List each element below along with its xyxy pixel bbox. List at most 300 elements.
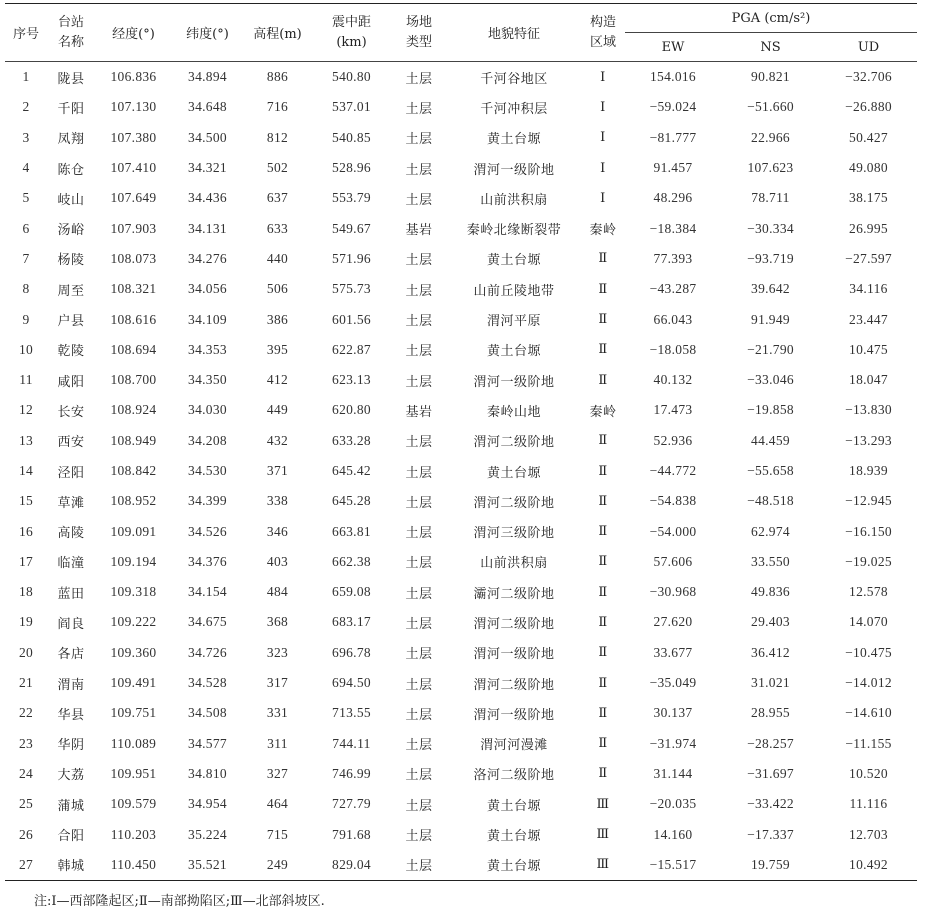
header-zone-line1: 构造 bbox=[589, 14, 616, 30]
cell-zone: Ⅱ bbox=[598, 705, 608, 721]
cell-zone: Ⅲ bbox=[596, 827, 610, 843]
cell-latitude: 34.810 bbox=[188, 765, 227, 781]
cell-no: 22 bbox=[18, 705, 34, 721]
cell-distance: 553.79 bbox=[332, 190, 371, 206]
cell-station-name: 蓝田 bbox=[57, 586, 85, 602]
header-distance-line1: 震中距 bbox=[331, 14, 371, 30]
cell-zone: Ⅱ bbox=[598, 645, 608, 661]
cell-station-name: 合阳 bbox=[57, 829, 85, 845]
cell-station-name: 陈仓 bbox=[57, 162, 85, 178]
cell-landform: 秦岭北缘断裂带 bbox=[466, 223, 562, 239]
station-pga-table bbox=[5, 3, 917, 881]
cell-no: 24 bbox=[18, 765, 34, 781]
table-row bbox=[5, 850, 917, 881]
cell-pga-ud: 49.080 bbox=[849, 160, 888, 176]
cell-pga-ew: −54.000 bbox=[649, 523, 697, 539]
cell-landform: 渭河二级阶地 bbox=[473, 616, 555, 632]
cell-landform: 秦岭山地 bbox=[486, 404, 541, 420]
cell-distance: 727.79 bbox=[332, 796, 371, 812]
cell-pga-ns: 78.711 bbox=[751, 190, 790, 206]
cell-pga-ew: 66.043 bbox=[653, 311, 693, 327]
cell-zone: Ⅱ bbox=[598, 675, 608, 691]
cell-station-name: 高陵 bbox=[57, 526, 85, 542]
cell-pga-ud: −14.610 bbox=[845, 705, 892, 721]
cell-elevation: 412 bbox=[266, 372, 289, 388]
header-ud: UD bbox=[820, 33, 917, 62]
cell-landform: 山前洪积扇 bbox=[480, 192, 548, 208]
cell-station-name: 咸阳 bbox=[57, 374, 85, 390]
cell-zone: Ⅱ bbox=[598, 614, 608, 630]
cell-distance: 791.68 bbox=[332, 826, 371, 842]
cell-longitude: 108.694 bbox=[110, 341, 157, 357]
cell-station-name: 华阴 bbox=[57, 738, 85, 754]
cell-zone: Ⅰ bbox=[600, 99, 606, 115]
cell-zone: Ⅲ bbox=[581, 850, 625, 881]
cell-pga-ew: 14.160 bbox=[653, 826, 693, 842]
cell-pga-ud: −26.880 bbox=[845, 99, 892, 115]
cell-landform: 渭河一级阶地 bbox=[473, 374, 555, 390]
table-row bbox=[5, 456, 917, 486]
cell-zone: Ⅱ bbox=[598, 554, 608, 570]
cell-pga-ud: −16.150 bbox=[845, 523, 892, 539]
cell-elevation: 506 bbox=[266, 281, 289, 297]
cell-longitude: 109.360 bbox=[110, 644, 157, 660]
cell-elevation: 249 bbox=[243, 850, 312, 881]
table-row bbox=[5, 123, 917, 153]
cell-zone: Ⅱ bbox=[598, 463, 608, 479]
cell-site-type: 土层 bbox=[405, 71, 433, 87]
cell-zone: 秦岭 bbox=[589, 404, 617, 420]
cell-longitude: 107.410 bbox=[110, 160, 157, 176]
cell-site-type: 土层 bbox=[405, 616, 433, 632]
cell-pga-ew: −54.838 bbox=[649, 493, 697, 509]
cell-pga-ud: 26.995 bbox=[849, 220, 888, 236]
cell-pga-ud: 10.475 bbox=[849, 341, 888, 357]
cell-latitude: 34.350 bbox=[188, 372, 227, 388]
cell-no: 26 bbox=[18, 826, 34, 842]
cell-site-type: 土层 bbox=[405, 192, 433, 208]
cell-elevation: 327 bbox=[266, 765, 289, 781]
table-row bbox=[5, 426, 917, 456]
cell-pga-ns: −93.719 bbox=[747, 250, 794, 266]
cell-station-name: 陇县 bbox=[57, 71, 85, 87]
cell-site-type: 土层 bbox=[405, 647, 433, 663]
cell-zone: Ⅰ bbox=[600, 69, 606, 85]
cell-landform: 山前丘陵地带 bbox=[473, 283, 555, 299]
cell-distance: 662.38 bbox=[332, 553, 371, 569]
cell-landform: 山前洪积扇 bbox=[480, 556, 548, 572]
cell-station-name: 阎良 bbox=[57, 616, 85, 632]
cell-pga-ns: −31.697 bbox=[747, 765, 794, 781]
cell-no: 25 bbox=[18, 796, 34, 812]
cell-no: 14 bbox=[18, 463, 34, 478]
cell-pga-ew: −43.287 bbox=[649, 281, 697, 297]
header-zone-line2: 区域 bbox=[589, 34, 616, 50]
cell-elevation: 633 bbox=[266, 220, 289, 236]
cell-no: 4 bbox=[22, 160, 30, 176]
cell-latitude: 34.508 bbox=[188, 705, 227, 721]
cell-pga-ew: 91.457 bbox=[653, 160, 693, 176]
cell-zone: Ⅲ bbox=[596, 796, 610, 812]
cell-latitude: 34.526 bbox=[188, 523, 227, 539]
cell-site-type: 土层 bbox=[405, 556, 433, 572]
cell-landform: 洛河二级阶地 bbox=[473, 768, 555, 784]
cell-elevation: 368 bbox=[266, 614, 289, 630]
cell-no: 11 bbox=[19, 372, 33, 388]
header-landform: 地貌特征 bbox=[447, 4, 581, 62]
header-latitude: 纬度(°) bbox=[172, 4, 243, 62]
table-body bbox=[5, 62, 917, 881]
cell-site-type: 土层 bbox=[405, 465, 433, 481]
cell-elevation: 317 bbox=[266, 675, 289, 691]
cell-site-type: 土层 bbox=[405, 101, 433, 117]
cell-pga-ns: −55.658 bbox=[747, 463, 794, 478]
cell-pga-ud: −13.830 bbox=[845, 402, 892, 418]
cell-station-name: 西安 bbox=[57, 435, 85, 451]
cell-site-type: 土层 bbox=[405, 586, 433, 602]
cell-latitude: 34.030 bbox=[188, 402, 227, 418]
header-station bbox=[47, 4, 95, 62]
table-row bbox=[5, 789, 917, 819]
cell-landform: 黄土台塬 bbox=[447, 850, 581, 881]
cell-pga-ns: −33.046 bbox=[747, 372, 794, 388]
cell-pga-ew: −31.974 bbox=[649, 735, 697, 751]
cell-pga-ns: 19.759 bbox=[721, 850, 820, 881]
cell-latitude: 34.154 bbox=[188, 584, 227, 600]
cell-landform: 渭河平原 bbox=[486, 314, 541, 330]
cell-zone: Ⅱ bbox=[598, 312, 608, 328]
cell-station-name: 长安 bbox=[57, 404, 85, 420]
table-row bbox=[5, 729, 917, 759]
cell-station-name: 临潼 bbox=[57, 556, 85, 572]
cell-distance: 601.56 bbox=[332, 311, 371, 327]
cell-station-name: 草滩 bbox=[57, 495, 85, 511]
header-no: 序号 bbox=[5, 4, 47, 62]
cell-longitude: 109.194 bbox=[110, 553, 157, 569]
cell-longitude: 109.091 bbox=[110, 523, 157, 539]
cell-latitude: 34.530 bbox=[188, 463, 227, 478]
header-longitude: 经度(°) bbox=[95, 4, 172, 62]
cell-latitude: 34.894 bbox=[188, 69, 227, 85]
cell-site-type: 土层 bbox=[405, 829, 433, 845]
cell-pga-ud: 23.447 bbox=[849, 311, 888, 327]
cell-pga-ud: 10.520 bbox=[849, 765, 888, 781]
cell-latitude: 35.224 bbox=[188, 826, 227, 842]
cell-no: 19 bbox=[18, 614, 34, 630]
cell-site-type: 土层 bbox=[405, 283, 433, 299]
cell-pga-ew: 77.393 bbox=[653, 250, 693, 266]
header-zone bbox=[581, 4, 625, 62]
cell-pga-ew: 40.132 bbox=[653, 372, 693, 388]
cell-longitude: 110.089 bbox=[110, 735, 157, 751]
cell-pga-ns: 39.642 bbox=[751, 281, 790, 297]
header-distance-line2: (km) bbox=[336, 34, 367, 50]
table-row bbox=[5, 819, 917, 849]
cell-no: 8 bbox=[22, 281, 30, 297]
cell-pga-ud: 12.578 bbox=[849, 584, 888, 600]
cell-latitude: 34.376 bbox=[188, 553, 227, 569]
cell-no: 16 bbox=[18, 523, 34, 539]
cell-pga-ns: −51.660 bbox=[747, 99, 794, 115]
cell-zone: Ⅱ bbox=[598, 433, 608, 449]
cell-pga-ud: 34.116 bbox=[849, 281, 888, 297]
cell-pga-ud: −19.025 bbox=[845, 553, 892, 569]
cell-distance: 694.50 bbox=[332, 675, 371, 691]
cell-no: 20 bbox=[18, 644, 34, 660]
cell-pga-ew: −30.968 bbox=[649, 584, 697, 600]
cell-no: 10 bbox=[18, 341, 34, 357]
header-station-line2: 名称 bbox=[57, 34, 84, 50]
cell-station-name: 乾陵 bbox=[57, 344, 85, 360]
table-row bbox=[5, 274, 917, 304]
cell-longitude: 110.203 bbox=[110, 826, 157, 842]
cell-no: 23 bbox=[18, 735, 34, 751]
cell-zone: Ⅰ bbox=[600, 130, 606, 146]
cell-pga-ew: −59.024 bbox=[649, 99, 697, 115]
cell-elevation: 323 bbox=[266, 644, 289, 660]
cell-longitude: 110.450 bbox=[95, 850, 172, 881]
cell-latitude: 34.109 bbox=[188, 311, 227, 327]
cell-longitude: 107.380 bbox=[110, 129, 157, 145]
cell-station-name: 杨陵 bbox=[57, 253, 85, 269]
cell-zone: Ⅱ bbox=[598, 766, 608, 782]
table-row bbox=[5, 638, 917, 668]
table-row bbox=[5, 153, 917, 183]
cell-pga-ew: 52.936 bbox=[653, 432, 693, 448]
cell-site-type: 土层 bbox=[405, 768, 433, 784]
header-site-line2: 类型 bbox=[405, 34, 432, 50]
cell-elevation: 311 bbox=[267, 735, 288, 751]
cell-pga-ud: 18.047 bbox=[849, 372, 888, 388]
cell-landform: 黄土台塬 bbox=[486, 465, 541, 481]
cell-longitude: 107.903 bbox=[110, 220, 157, 236]
table-row bbox=[5, 183, 917, 213]
cell-pga-ew: −35.049 bbox=[649, 675, 697, 691]
cell-longitude: 108.842 bbox=[110, 463, 157, 478]
cell-station-name: 渭南 bbox=[57, 677, 85, 693]
cell-no: 21 bbox=[18, 675, 34, 691]
cell-elevation: 464 bbox=[266, 796, 289, 812]
cell-longitude: 109.318 bbox=[110, 584, 157, 600]
cell-longitude: 108.924 bbox=[110, 402, 157, 418]
table-row bbox=[5, 607, 917, 637]
cell-distance: 623.13 bbox=[332, 372, 371, 388]
cell-pga-ns: −21.790 bbox=[747, 341, 794, 357]
cell-pga-ew: −15.517 bbox=[625, 850, 721, 881]
cell-pga-ud: 14.070 bbox=[849, 614, 888, 630]
cell-pga-ud: 12.703 bbox=[849, 826, 888, 842]
cell-pga-ns: 28.955 bbox=[751, 705, 790, 721]
cell-zone: Ⅱ bbox=[598, 493, 608, 509]
header-station-line1: 台站 bbox=[57, 14, 84, 30]
cell-pga-ew: 154.016 bbox=[650, 69, 696, 85]
cell-pga-ud: −32.706 bbox=[845, 69, 892, 85]
cell-pga-ew: 31.144 bbox=[653, 765, 693, 781]
cell-longitude: 109.751 bbox=[110, 705, 157, 721]
cell-site-type: 土层 bbox=[405, 435, 433, 451]
cell-zone: Ⅱ bbox=[598, 524, 608, 540]
cell-station-name: 千阳 bbox=[57, 101, 85, 117]
cell-zone: Ⅱ bbox=[598, 584, 608, 600]
cell-pga-ns: 22.966 bbox=[751, 129, 790, 145]
cell-elevation: 395 bbox=[266, 341, 289, 357]
cell-pga-ew: −81.777 bbox=[649, 129, 697, 145]
cell-landform: 渭河三级阶地 bbox=[473, 526, 555, 542]
cell-latitude: 34.353 bbox=[188, 341, 227, 357]
cell-no: 1 bbox=[22, 69, 30, 85]
cell-pga-ud: −10.475 bbox=[845, 644, 892, 660]
cell-zone: Ⅱ bbox=[598, 736, 608, 752]
cell-zone: Ⅰ bbox=[600, 190, 606, 206]
cell-no: 7 bbox=[22, 250, 30, 266]
cell-site-type: 土层 bbox=[405, 738, 433, 754]
cell-site-type: 土层 bbox=[391, 850, 447, 881]
cell-latitude: 34.726 bbox=[188, 644, 227, 660]
cell-latitude: 34.675 bbox=[188, 614, 227, 630]
cell-site-type: 土层 bbox=[405, 374, 433, 390]
cell-distance: 620.80 bbox=[332, 402, 371, 418]
cell-pga-ew: 27.620 bbox=[653, 614, 693, 630]
cell-latitude: 34.500 bbox=[188, 129, 227, 145]
cell-longitude: 108.616 bbox=[110, 311, 157, 327]
table-row bbox=[5, 365, 917, 395]
cell-longitude: 108.321 bbox=[110, 281, 157, 297]
cell-landform: 黄土台塬 bbox=[486, 132, 541, 148]
cell-pga-ns: −19.858 bbox=[747, 402, 794, 418]
cell-longitude: 109.951 bbox=[110, 765, 157, 781]
cell-landform: 千河谷地区 bbox=[480, 71, 548, 87]
table-row bbox=[5, 668, 917, 698]
cell-landform: 千河冲积层 bbox=[480, 101, 548, 117]
table-row bbox=[5, 547, 917, 577]
cell-site-type: 土层 bbox=[405, 495, 433, 511]
cell-distance: 549.67 bbox=[332, 220, 371, 236]
table-row bbox=[5, 577, 917, 607]
cell-elevation: 502 bbox=[266, 160, 289, 176]
cell-pga-ns: 90.821 bbox=[751, 69, 790, 85]
cell-pga-ns: 33.550 bbox=[751, 553, 790, 569]
cell-latitude: 34.131 bbox=[188, 220, 227, 236]
cell-elevation: 338 bbox=[266, 493, 289, 509]
cell-no: 18 bbox=[18, 584, 34, 600]
cell-latitude: 34.321 bbox=[188, 160, 227, 176]
cell-no: 27 bbox=[5, 850, 47, 881]
cell-station-name: 韩城 bbox=[47, 850, 95, 881]
cell-distance: 829.04 bbox=[312, 850, 391, 881]
cell-pga-ns: −48.518 bbox=[747, 493, 794, 509]
table-row bbox=[5, 516, 917, 546]
cell-latitude: 34.648 bbox=[188, 99, 227, 115]
cell-distance: 696.78 bbox=[332, 644, 371, 660]
cell-elevation: 440 bbox=[266, 250, 289, 266]
cell-station-name: 汤峪 bbox=[57, 223, 85, 239]
cell-distance: 575.73 bbox=[332, 281, 371, 297]
cell-pga-ns: 36.412 bbox=[751, 644, 790, 660]
cell-distance: 744.11 bbox=[332, 735, 371, 751]
cell-no: 17 bbox=[18, 553, 34, 569]
cell-pga-ns: 44.459 bbox=[751, 432, 790, 448]
cell-zone: Ⅱ bbox=[598, 251, 608, 267]
cell-landform: 黄土台塬 bbox=[486, 253, 541, 269]
cell-pga-ud: 10.492 bbox=[820, 850, 917, 881]
cell-station-name: 户县 bbox=[57, 314, 85, 330]
cell-site-type: 土层 bbox=[405, 798, 433, 814]
cell-elevation: 886 bbox=[266, 69, 289, 85]
cell-no: 6 bbox=[22, 220, 30, 236]
cell-longitude: 109.491 bbox=[110, 675, 157, 691]
cell-elevation: 716 bbox=[266, 99, 289, 115]
cell-distance: 683.17 bbox=[332, 614, 371, 630]
cell-longitude: 108.700 bbox=[110, 372, 157, 388]
cell-site-type: 土层 bbox=[405, 707, 433, 723]
cell-distance: 571.96 bbox=[332, 250, 371, 266]
cell-elevation: 715 bbox=[266, 826, 289, 842]
cell-station-name: 蒲城 bbox=[57, 798, 85, 814]
cell-distance: 633.28 bbox=[332, 432, 371, 448]
cell-pga-ud: 18.939 bbox=[849, 463, 888, 478]
cell-longitude: 109.222 bbox=[110, 614, 157, 630]
cell-distance: 622.87 bbox=[332, 341, 371, 357]
cell-latitude: 34.954 bbox=[188, 796, 227, 812]
cell-pga-ud: 50.427 bbox=[849, 129, 888, 145]
cell-no: 13 bbox=[18, 432, 34, 448]
cell-pga-ns: −17.337 bbox=[747, 826, 794, 842]
cell-latitude: 34.436 bbox=[188, 190, 227, 206]
table-row bbox=[5, 759, 917, 789]
cell-latitude: 34.276 bbox=[188, 250, 227, 266]
cell-latitude: 34.577 bbox=[188, 735, 227, 751]
table-row bbox=[5, 395, 917, 425]
cell-landform: 黄土台塬 bbox=[486, 829, 541, 845]
cell-elevation: 371 bbox=[266, 463, 289, 478]
cell-pga-ns: −28.257 bbox=[747, 735, 794, 751]
cell-latitude: 34.056 bbox=[188, 281, 227, 297]
cell-site-type: 土层 bbox=[405, 677, 433, 693]
header-site-line1: 场地 bbox=[405, 14, 432, 30]
cell-pga-ns: 62.974 bbox=[751, 523, 790, 539]
header-ns: NS bbox=[721, 33, 820, 62]
cell-longitude: 108.949 bbox=[110, 432, 157, 448]
cell-station-name: 华县 bbox=[57, 707, 85, 723]
cell-pga-ns: 107.623 bbox=[747, 160, 794, 176]
cell-distance: 537.01 bbox=[332, 99, 371, 115]
cell-zone: Ⅱ bbox=[598, 281, 608, 297]
cell-distance: 659.08 bbox=[332, 584, 371, 600]
table-row bbox=[5, 698, 917, 728]
cell-pga-ew: 48.296 bbox=[653, 190, 693, 206]
cell-pga-ns: 29.403 bbox=[751, 614, 790, 630]
cell-site-type: 土层 bbox=[405, 526, 433, 542]
cell-zone: Ⅱ bbox=[598, 372, 608, 388]
cell-landform: 黄土台塬 bbox=[486, 798, 541, 814]
cell-elevation: 403 bbox=[266, 553, 289, 569]
cell-landform: 黄土台塬 bbox=[486, 344, 541, 360]
cell-no: 15 bbox=[18, 493, 34, 509]
cell-pga-ew: −20.035 bbox=[649, 796, 697, 812]
cell-landform: 灞河二级阶地 bbox=[473, 586, 555, 602]
cell-distance: 540.80 bbox=[332, 69, 371, 85]
header-elevation: 高程(m) bbox=[243, 4, 312, 62]
cell-no: 12 bbox=[18, 402, 34, 418]
cell-pga-ew: −44.772 bbox=[649, 463, 697, 478]
header-pga: PGA (cm/s²) bbox=[625, 4, 917, 33]
table-note: 注:Ⅰ—西部隆起区;Ⅱ—南部拗陷区;Ⅲ—北部斜坡区. bbox=[34, 894, 325, 909]
cell-elevation: 637 bbox=[266, 190, 289, 206]
cell-distance: 713.55 bbox=[332, 705, 371, 721]
cell-station-name: 泾阳 bbox=[57, 465, 85, 481]
cell-distance: 528.96 bbox=[332, 160, 371, 176]
cell-no: 2 bbox=[22, 99, 30, 115]
